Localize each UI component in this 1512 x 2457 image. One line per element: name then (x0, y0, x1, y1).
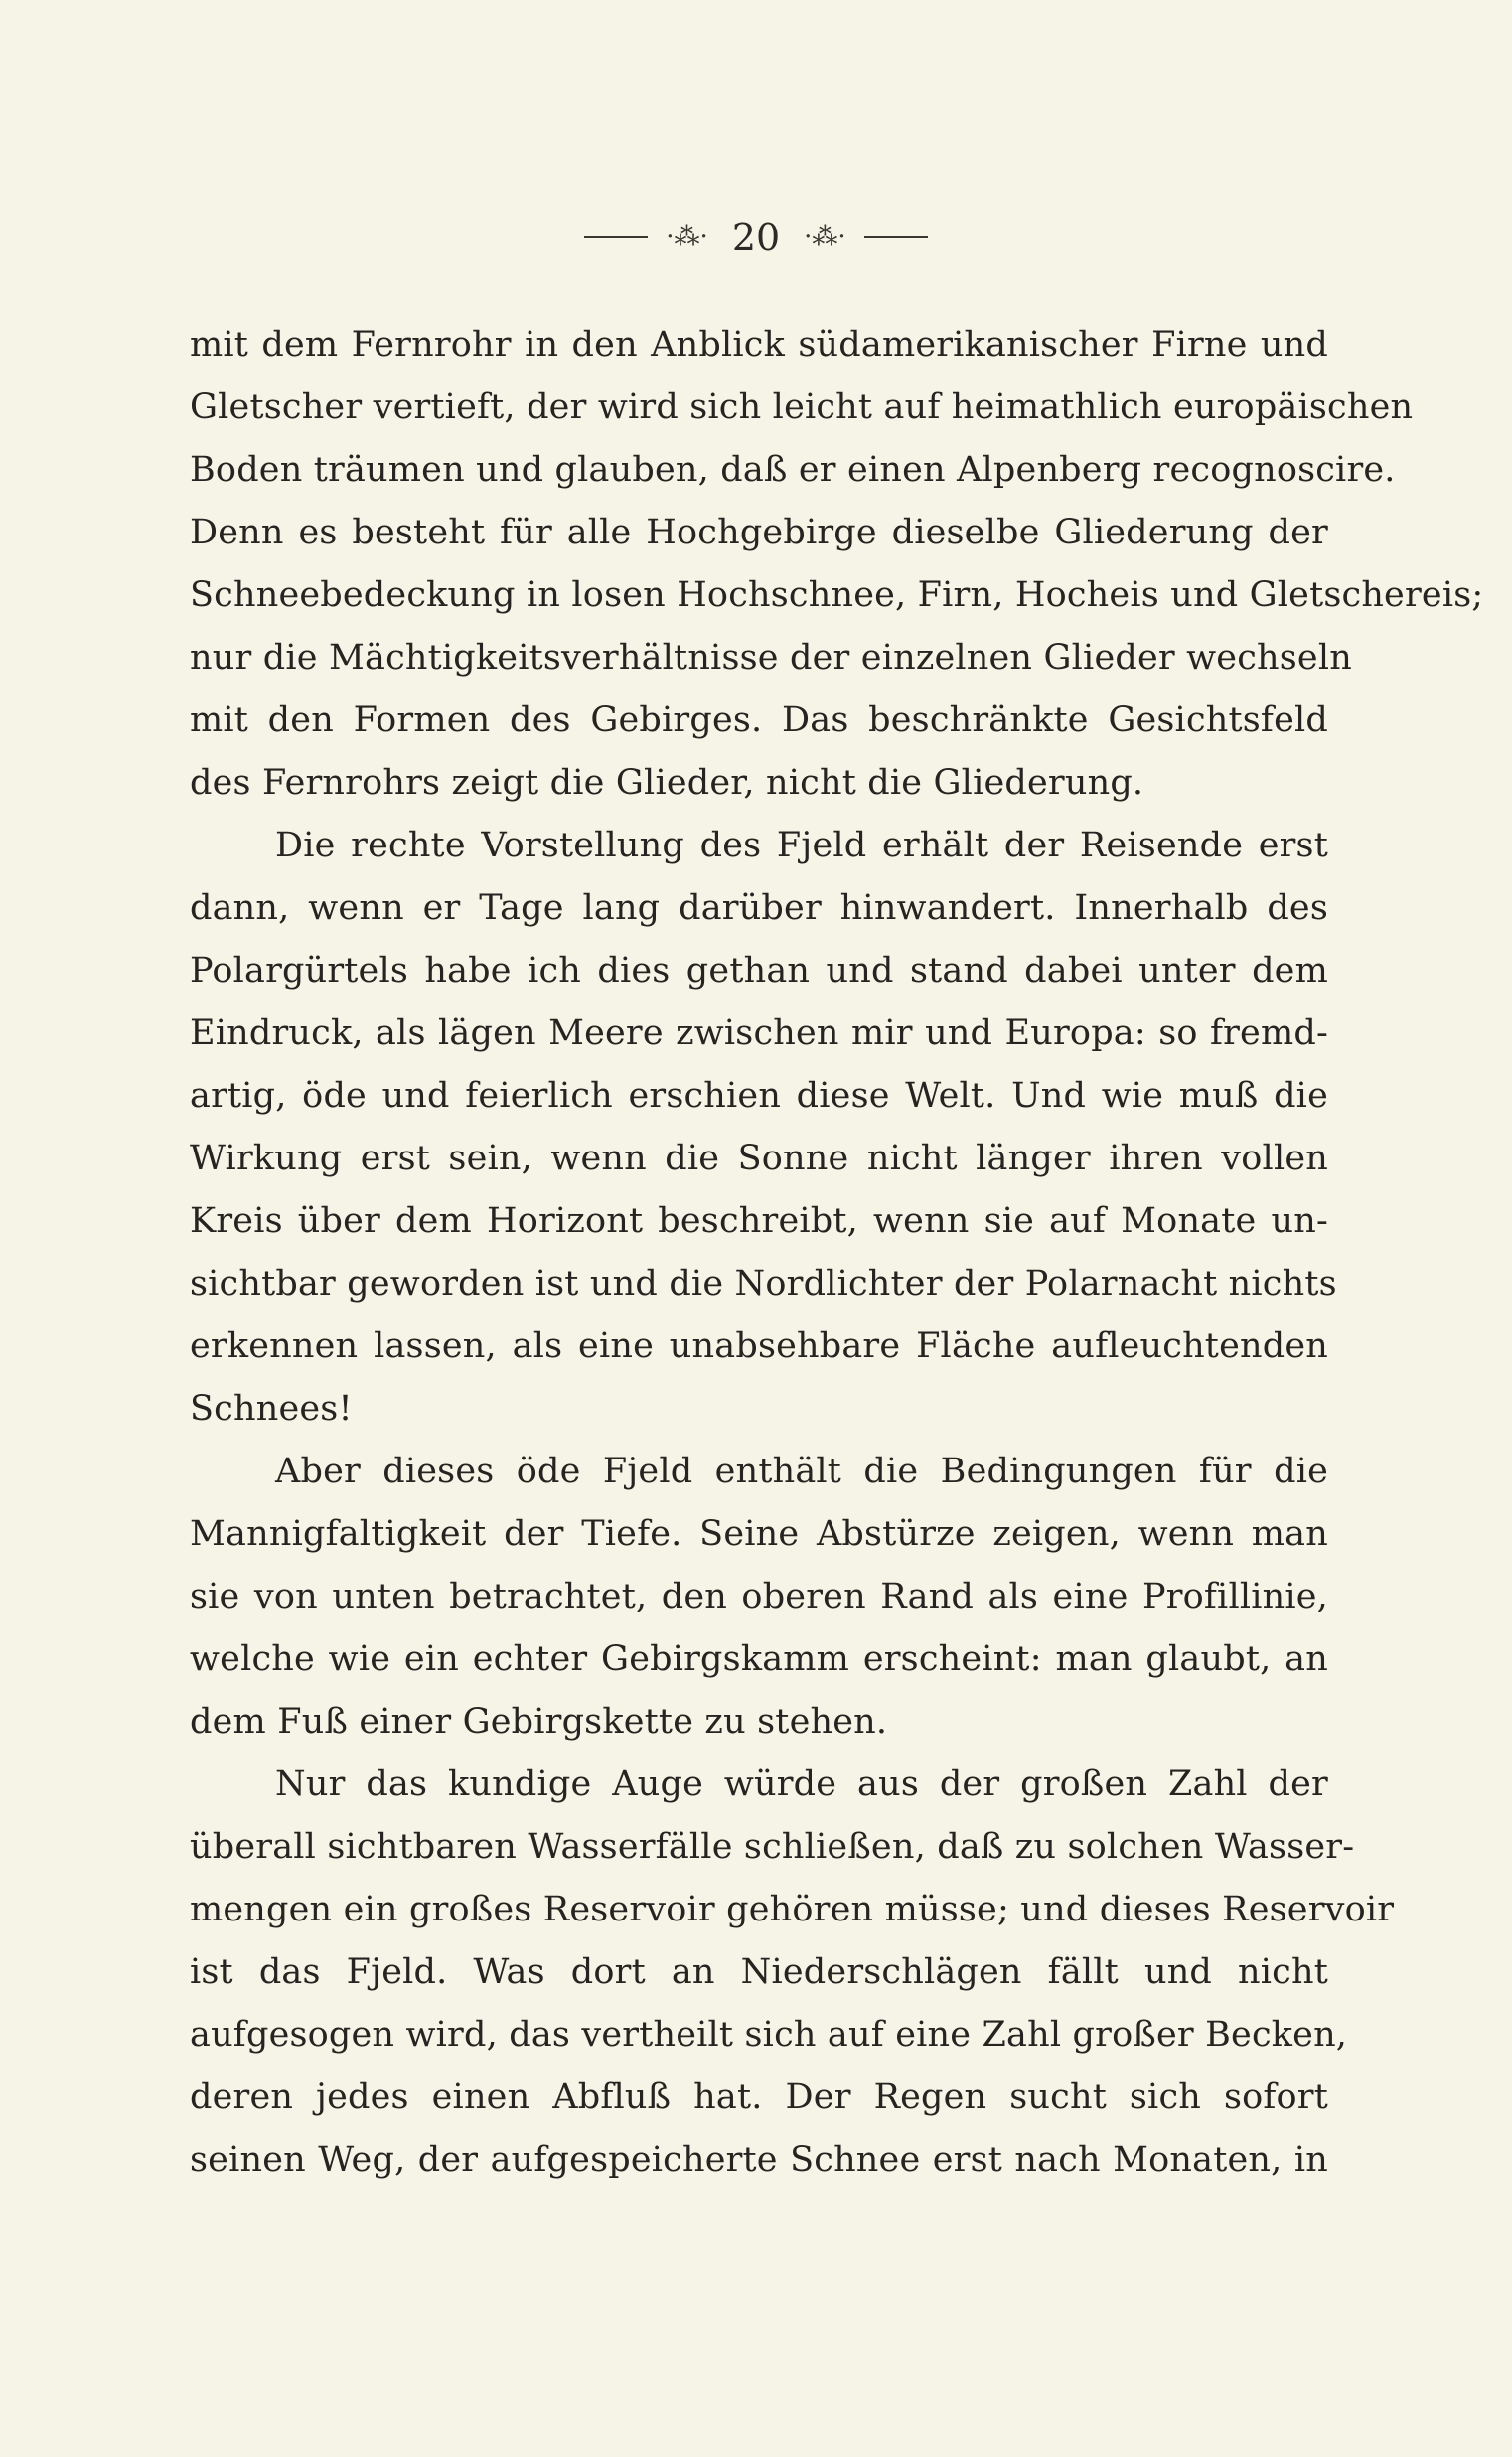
header-rule-right (864, 236, 928, 238)
text-line: welche wie ein echter Gebirgskamm erscheint: man glaubt, an (190, 1639, 1328, 1679)
text-line: erkennen lassen, als eine unabsehbare Fläche aufleuchtenden (190, 1326, 1328, 1366)
text-line: Wirkung erst sein, wenn die Sonne nicht länger ihren vollen (190, 1139, 1328, 1178)
text-line: aufgesogen wird, das vertheilt sich auf eine Zahl großer Becken, (190, 2015, 1348, 2055)
body-text (190, 314, 1484, 2192)
text-line: Mannigfaltigkeit der Tiefe. Seine Abstürze zeigen, wenn man (190, 1514, 1328, 1554)
text-line: Nur das kundige Auge würde aus der großen Zahl der (275, 1765, 1328, 1804)
text-line: sichtbar geworden ist und die Nordlichter der Polarnacht nichts (190, 1264, 1337, 1304)
header-rule-left (584, 236, 648, 238)
text-line: Aber dieses öde Fjeld enthält die Bedingungen für die (275, 1452, 1328, 1491)
text-line: Die rechte Vorstellung des Fjeld erhält der Reisende erst (275, 826, 1328, 865)
header-ornament-right: ·⁂· (804, 223, 846, 252)
text-line: Boden träumen und glauben, daß er einen Alpenberg recognoscire. (190, 450, 1396, 490)
text-line: Kreis über dem Horizont beschreibt, wenn sie auf Monate un- (190, 1201, 1328, 1241)
text-line: ist das Fjeld. Was dort an Niederschlägen fällt und nicht (190, 1952, 1328, 1992)
text-line: Polargürtels habe ich dies gethan und stand dabei unter dem (190, 951, 1328, 991)
text-line: dem Fuß einer Gebirgskette zu stehen. (190, 1702, 888, 1742)
header-ornament-left: ·⁂· (666, 223, 708, 252)
text-line: Gletscher vertieft, der wird sich leicht auf heimathlich europäischen (190, 387, 1414, 427)
text-line: mit dem Fernrohr in den Anblick südamerikanischer Firne und (190, 325, 1328, 365)
text-line: Denn es besteht für alle Hochgebirge dieselbe Gliederung der (190, 513, 1328, 552)
text-line: Schnees! (190, 1389, 353, 1429)
text-line: mit den Formen des Gebirges. Das beschränkte Gesichtsfeld (190, 700, 1328, 740)
text-line: artig, öde und feierlich erschien diese Welt. Und wie muß die (190, 1076, 1328, 1116)
text-line: nur die Mächtigkeitsverhältnisse der einzelnen Glieder wechseln (190, 638, 1352, 678)
page-header (0, 211, 1512, 264)
text-line: des Fernrohrs zeigt die Glieder, nicht die Gliederung. (190, 763, 1144, 803)
text-line: Schneebedeckung in losen Hochschnee, Firn, Hocheis und Gletschereis; (190, 575, 1484, 615)
text-line: überall sichtbaren Wasserfälle schließen, daß zu solchen Wasser- (190, 1827, 1355, 1867)
text-line: sie von unten betrachtet, den oberen Rand als eine Profillinie, (190, 1577, 1328, 1616)
text-line: deren jedes einen Abfluß hat. Der Regen sucht sich sofort (190, 2077, 1328, 2117)
text-line: mengen ein großes Reservoir gehören müsse; und dieses Reservoir (190, 1890, 1395, 1929)
text-line: Eindruck, als lägen Meere zwischen mir und Europa: so fremd- (190, 1013, 1328, 1053)
page-number: 20 (731, 216, 781, 259)
text-line: dann, wenn er Tage lang darüber hinwandert. Innerhalb des (190, 888, 1328, 928)
text-line: seinen Weg, der aufgespeicherte Schnee erst nach Monaten, in (190, 2140, 1328, 2180)
